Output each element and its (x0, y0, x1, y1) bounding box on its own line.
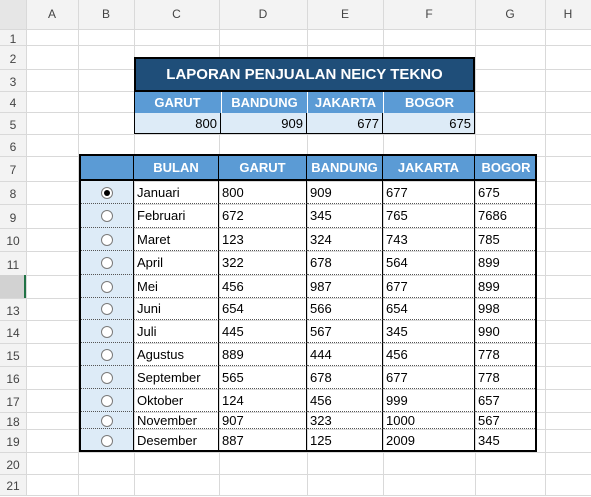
row-header-17[interactable]: 17 (6, 395, 20, 409)
month-radio-button[interactable] (101, 234, 113, 246)
month-cell[interactable]: Juli (134, 320, 219, 343)
row-radio-cell (79, 429, 134, 452)
month-radio-button[interactable] (101, 187, 113, 199)
summary-value-bogor[interactable]: 675 (383, 113, 475, 134)
column-header-d[interactable]: D (258, 7, 268, 21)
sales-cell[interactable]: 990 (475, 320, 537, 343)
row-header-3[interactable]: 3 (9, 75, 17, 89)
sales-cell[interactable]: 565 (219, 366, 307, 389)
active-row-indicator (0, 275, 26, 298)
sales-cell[interactable]: 567 (307, 320, 383, 343)
sales-cell[interactable]: 765 (383, 204, 475, 228)
row-radio-cell (79, 412, 134, 429)
summary-header-bandung: BANDUNG (221, 92, 307, 113)
sales-cell[interactable]: 345 (478, 433, 500, 448)
row-header-11[interactable]: 11 (6, 258, 20, 272)
row-header-1[interactable]: 1 (9, 32, 17, 46)
sales-cell[interactable]: 567 (475, 412, 537, 429)
column-header-c[interactable]: C (172, 7, 181, 21)
gridline-horizontal (0, 474, 591, 475)
sales-cell[interactable]: 2009 (383, 429, 475, 452)
row-header-13[interactable]: 13 (6, 304, 20, 318)
month-radio-button[interactable] (101, 303, 113, 315)
table-header-jakarta: JAKARTA (383, 154, 475, 180)
sales-cell[interactable]: 322 (219, 251, 307, 275)
gridline-horizontal (0, 45, 591, 46)
month-cell[interactable]: April (134, 251, 219, 275)
summary-header-bogor: BOGOR (383, 92, 475, 113)
sales-cell[interactable]: 889 (219, 343, 307, 366)
column-header-g[interactable]: G (505, 7, 515, 21)
table-header-bandung: BANDUNG (307, 154, 383, 180)
sales-cell[interactable]: 678 (307, 251, 383, 275)
gridline-horizontal (0, 29, 591, 30)
sales-cell[interactable]: 444 (307, 343, 383, 366)
sales-cell[interactable]: 672 (219, 204, 307, 228)
month-radio-button[interactable] (101, 326, 113, 338)
month-cell[interactable]: September (134, 366, 219, 389)
sales-cell[interactable]: 785 (475, 228, 537, 251)
row-radio-cell (79, 228, 134, 251)
sales-cell[interactable]: 456 (219, 275, 307, 298)
column-header-e[interactable]: E (340, 7, 349, 21)
row-header-5[interactable]: 5 (9, 118, 17, 132)
month-cell[interactable]: Oktober (134, 389, 219, 412)
gridline-vertical (26, 0, 27, 495)
gridline-vertical (545, 0, 546, 495)
sales-cell[interactable]: 323 (307, 412, 383, 429)
column-header-h[interactable]: H (563, 7, 573, 21)
month-cell[interactable]: Januari (134, 181, 219, 204)
report-title: LAPORAN PENJUALAN NEICY TEKNO (134, 57, 475, 92)
row-header-14[interactable]: 14 (6, 326, 20, 340)
sales-cell[interactable]: 677 (383, 181, 475, 204)
select-all-corner[interactable] (0, 0, 26, 29)
table-header-bulan: BULAN (134, 154, 219, 180)
row-header-21[interactable]: 21 (6, 479, 20, 493)
sales-cell[interactable]: 124 (219, 389, 307, 412)
column-header-f[interactable]: F (425, 7, 433, 21)
sales-cell[interactable]: 125 (307, 429, 383, 452)
sales-cell[interactable]: 778 (475, 366, 537, 389)
month-radio-button[interactable] (101, 210, 113, 222)
column-header-a[interactable]: A (47, 7, 56, 21)
sales-cell[interactable]: 677 (383, 366, 475, 389)
sales-cell[interactable]: 7686 (475, 204, 537, 228)
month-radio-button[interactable] (101, 349, 113, 361)
sales-cell[interactable]: 654 (383, 298, 475, 320)
sales-cell[interactable]: 909 (307, 181, 383, 204)
row-radio-cell (79, 389, 134, 412)
month-cell[interactable]: Maret (134, 228, 219, 251)
summary-value-bandung[interactable]: 909 (221, 113, 307, 134)
summary-header-garut: GARUT (134, 92, 221, 113)
sales-cell[interactable]: 324 (307, 228, 383, 251)
sales-cell[interactable]: 456 (307, 389, 383, 412)
sales-cell[interactable]: 345 (307, 204, 383, 228)
sales-cell[interactable]: 987 (307, 275, 383, 298)
row-radio-cell (79, 275, 134, 298)
row-header-20[interactable]: 20 (6, 458, 20, 472)
sales-cell[interactable]: 899 (475, 275, 537, 298)
month-cell[interactable]: Desember (134, 429, 219, 452)
gridline-horizontal (0, 452, 591, 453)
row-header-9[interactable]: 9 (9, 211, 17, 225)
row-header-2[interactable]: 2 (9, 52, 17, 66)
month-radio-button[interactable] (101, 257, 113, 269)
sales-cell[interactable]: 1000 (383, 412, 475, 429)
sales-cell[interactable]: 678 (307, 366, 383, 389)
sales-cell[interactable]: 778 (475, 343, 537, 366)
sales-cell[interactable]: 654 (219, 298, 307, 320)
sales-cell[interactable]: 657 (475, 389, 537, 412)
sales-cell[interactable]: 998 (475, 298, 537, 320)
month-cell[interactable]: Juni (134, 298, 219, 320)
row-header-6[interactable]: 6 (9, 140, 17, 154)
month-cell[interactable]: November (134, 412, 219, 429)
table-header-garut: GARUT (219, 154, 307, 180)
sales-cell[interactable]: 743 (383, 228, 475, 251)
sales-cell[interactable]: 566 (307, 298, 383, 320)
gridline-horizontal (0, 495, 591, 496)
month-cell[interactable]: Agustus (134, 343, 219, 366)
row-radio-cell (79, 181, 134, 204)
row-header-8[interactable]: 8 (9, 187, 17, 201)
row-radio-cell (79, 251, 134, 275)
sales-cell[interactable]: 907 (219, 412, 307, 429)
row-header-19[interactable]: 19 (6, 435, 20, 449)
row-header-18[interactable]: 18 (6, 415, 20, 429)
row-radio-cell (79, 204, 134, 228)
table-header-bogor: BOGOR (475, 154, 537, 180)
month-radio-button[interactable] (101, 395, 113, 407)
row-radio-cell (79, 343, 134, 366)
month-radio-button[interactable] (101, 415, 113, 427)
summary-value-jakarta[interactable]: 677 (307, 113, 383, 134)
row-header-7[interactable]: 7 (9, 163, 17, 177)
sales-cell[interactable]: 445 (219, 320, 307, 343)
table-header-divider (79, 179, 537, 181)
month-radio-button[interactable] (101, 435, 113, 447)
row-radio-cell (79, 366, 134, 389)
sales-cell[interactable]: 899 (475, 251, 537, 275)
sales-cell[interactable]: 123 (219, 228, 307, 251)
sales-cell[interactable]: 564 (383, 251, 475, 275)
table-header-radio (79, 154, 134, 180)
sales-cell[interactable]: 677 (383, 275, 475, 298)
row-header-16[interactable]: 16 (6, 372, 20, 386)
row-header-4[interactable]: 4 (9, 96, 17, 110)
sales-cell[interactable]: 456 (383, 343, 475, 366)
sales-cell[interactable]: 675 (475, 181, 537, 204)
sales-cell[interactable]: 887 (219, 429, 307, 452)
gridline-horizontal (0, 134, 591, 135)
row-header-15[interactable]: 15 (6, 349, 20, 363)
sales-cell[interactable]: 345 (383, 320, 475, 343)
sales-cell[interactable]: 999 (383, 389, 475, 412)
column-header-b[interactable]: B (101, 7, 110, 21)
month-radio-button[interactable] (101, 281, 113, 293)
row-header-10[interactable]: 10 (6, 234, 20, 248)
row-radio-cell (79, 320, 134, 343)
month-cell[interactable]: Februari (134, 204, 219, 228)
summary-value-garut[interactable]: 800 (134, 113, 221, 134)
month-radio-button[interactable] (101, 372, 113, 384)
sales-cell[interactable]: 800 (219, 181, 307, 204)
month-cell[interactable]: Mei (134, 275, 219, 298)
summary-header-jakarta: JAKARTA (307, 92, 383, 113)
active-row-marker (24, 275, 26, 298)
row-radio-cell (79, 298, 134, 320)
